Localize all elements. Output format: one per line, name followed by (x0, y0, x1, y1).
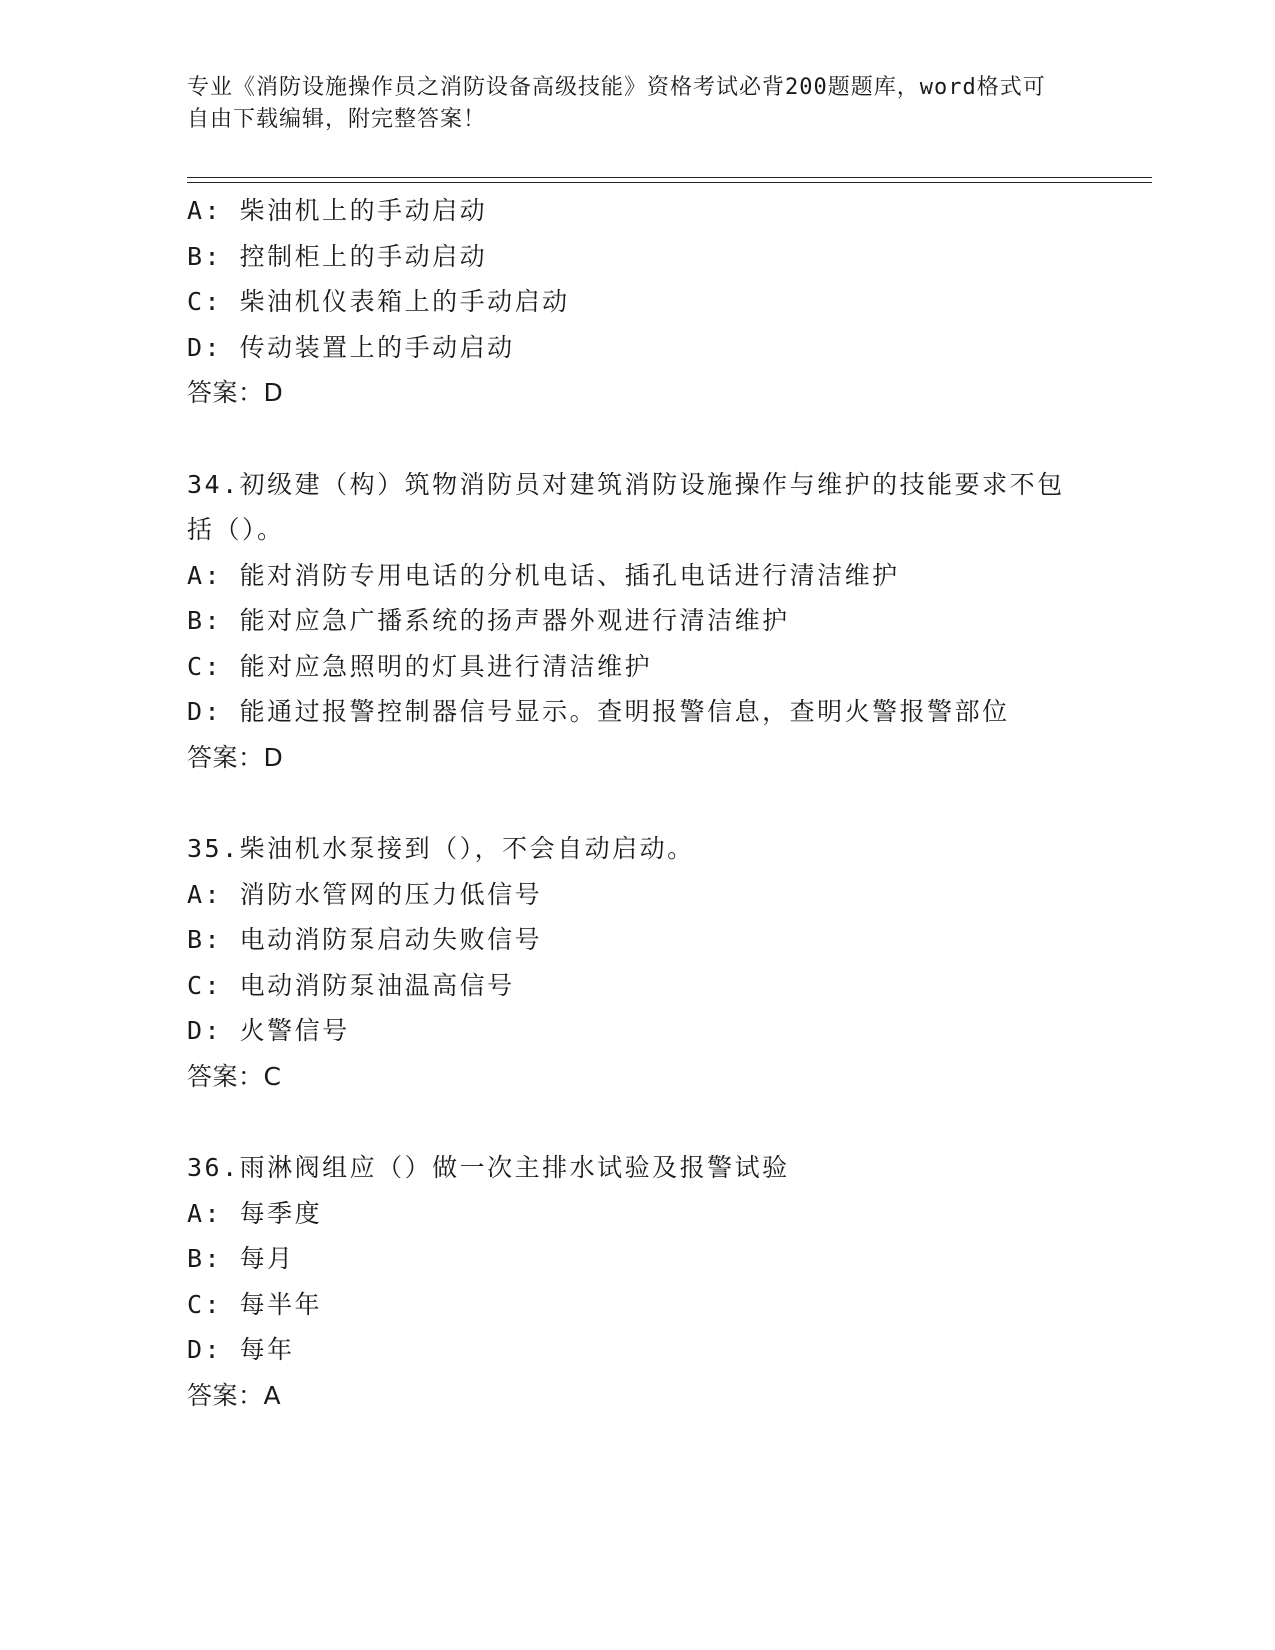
option-b: B: 控制柜上的手动启动 (187, 241, 488, 271)
question-block-36 (187, 1145, 1087, 1418)
question-block-35 (187, 826, 1087, 1099)
answer-line: 答案：C (187, 1061, 282, 1091)
option-b: B: 能对应急广播系统的扬声器外观进行清洁维护 (187, 606, 790, 635)
option-c: C: 柴油机仪表箱上的手动启动 (187, 287, 570, 316)
option-c: C: 每半年 (187, 1289, 323, 1319)
header-rule-bottom (187, 182, 1152, 183)
spacer (187, 1099, 1087, 1145)
option-d: D: 每年 (187, 1335, 295, 1364)
answer-line: 答案：D (187, 378, 284, 407)
option-a: A: 柴油机上的手动启动 (187, 196, 488, 225)
option-d: D: 火警信号 (187, 1016, 350, 1045)
spacer (187, 780, 1087, 826)
option-a: A: 每季度 (187, 1198, 323, 1228)
question-text: 35.柴油机水泵接到（），不会自动启动。 (187, 834, 695, 863)
option-b: B: 电动消防泵启动失败信号 (187, 925, 543, 954)
question-text: 36.雨淋阀组应（）做一次主排水试验及报警试验 (187, 1153, 790, 1182)
answer-line: 答案：D (187, 742, 284, 772)
question-text: 34.初级建（构）筑物消防员对建筑消防设施操作与维护的技能要求不包括（）。 (187, 469, 1065, 544)
option-d: D: 传动装置上的手动启动 (187, 332, 515, 362)
answer-line: 答案：A (187, 1380, 282, 1410)
option-c: C: 能对应急照明的灯具进行清洁维护 (187, 651, 653, 681)
question-list (187, 188, 1087, 1418)
header-rule-top (187, 177, 1152, 178)
option-a: A: 消防水管网的压力低信号 (187, 879, 543, 909)
spacer (187, 416, 1087, 462)
option-b: B: 每月 (187, 1244, 295, 1273)
document-header: 专业《消防设施操作员之消防设备高级技能》资格考试必背200题题库，word格式可自由下载编辑，附完整答案！ (187, 75, 1046, 132)
option-a: A: 能对消防专用电话的分机电话、插孔电话进行清洁维护 (187, 560, 900, 590)
question-block-partial (187, 188, 1087, 416)
option-c: C: 电动消防泵油温高信号 (187, 970, 515, 1000)
question-block-34 (187, 462, 1087, 781)
option-d: D: 能通过报警控制器信号显示。查明报警信息，查明火警报警部位 (187, 697, 1010, 726)
